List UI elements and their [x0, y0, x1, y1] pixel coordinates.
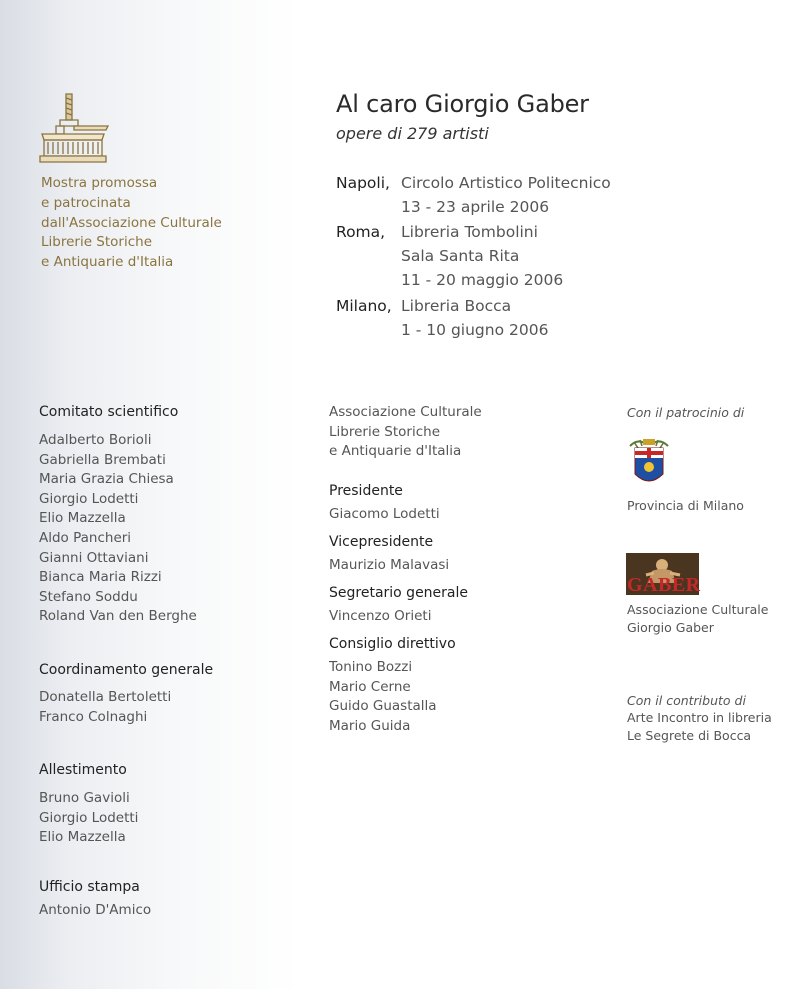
venue-detail: 13 - 23 aprile 2006 — [401, 198, 550, 216]
section-heading-allestimento: Allestimento — [39, 762, 127, 778]
list-item: Roland Van den Berghe — [39, 608, 197, 625]
list-item: Maria Grazia Chiesa — [39, 471, 174, 488]
list-item: Bianca Maria Rizzi — [39, 569, 162, 586]
association-line: Librerie Storiche — [329, 423, 441, 440]
list-item: Mario Guida — [329, 717, 411, 734]
gaber-line: Associazione Culturale — [627, 602, 769, 617]
gaber-association — [627, 601, 768, 637]
gaber-line: Giorgio Gaber — [627, 620, 714, 635]
list-item: Guido Guastalla — [329, 698, 437, 715]
promo-line: dall'Associazione Culturale — [41, 214, 222, 231]
list-item: Elio Mazzella — [39, 510, 126, 527]
venue-detail: Sala Santa Rita — [401, 247, 520, 265]
venue-city: Roma, — [336, 223, 386, 241]
page-subtitle: opere di 279 artisti — [336, 124, 489, 143]
list-item: Elio Mazzella — [39, 829, 126, 846]
contrib-label: Con il contributo di — [627, 693, 746, 708]
contrib-line: Le Segrete di Bocca — [627, 728, 752, 743]
page-title: Al caro Giorgio Gaber — [336, 90, 589, 118]
role-names — [329, 607, 431, 627]
venue-detail: Libreria Tombolini — [401, 223, 538, 241]
list-item: Aldo Pancheri — [39, 529, 132, 546]
role-heading-vicepresidente: Vicepresidente — [329, 534, 434, 550]
association-line: e Antiquarie d'Italia — [329, 443, 462, 460]
contrib-line: Arte Incontro in libreria — [627, 710, 772, 725]
list-item: Antonio D'Amico — [39, 902, 152, 918]
promo-text — [41, 174, 241, 273]
contrib-list — [627, 709, 772, 745]
venue-detail: Circolo Artistico Politecnico — [401, 174, 611, 192]
press-logo-icon — [38, 90, 110, 168]
list-item: Giacomo Lodetti — [329, 506, 440, 522]
list-item: Gabriella Brembati — [39, 451, 166, 468]
association-line: Associazione Culturale — [329, 404, 482, 420]
promo-line: Mostra promossa — [41, 175, 158, 191]
list-item: Mario Cerne — [329, 678, 411, 695]
comitato-list — [39, 431, 197, 627]
gaber-logo — [626, 553, 699, 595]
venue-detail: Libreria Bocca — [401, 297, 512, 315]
role-names — [329, 505, 440, 525]
provincia-label: Provincia di Milano — [627, 498, 744, 513]
role-heading-segretario: Segretario generale — [329, 585, 469, 601]
section-heading-ufficio-stampa: Ufficio stampa — [39, 879, 140, 895]
gaber-logo-text: GABER — [627, 574, 701, 596]
venue-detail: 1 - 10 giugno 2006 — [401, 321, 549, 339]
list-item: Bruno Gavioli — [39, 790, 130, 806]
patronage-label: Con il patrocinio di — [627, 405, 745, 420]
list-item: Franco Colnaghi — [39, 708, 148, 725]
venue-detail: 11 - 20 maggio 2006 — [401, 271, 564, 289]
list-item: Giorgio Lodetti — [39, 809, 139, 826]
venue-city: Napoli, — [336, 174, 390, 192]
role-names — [329, 658, 437, 736]
role-heading-consiglio: Consiglio direttivo — [329, 636, 456, 652]
list-item: Giorgio Lodetti — [39, 490, 139, 507]
promo-line: e patrocinata — [41, 194, 131, 211]
section-heading-coordinamento: Coordinamento generale — [39, 662, 214, 678]
promo-line: Librerie Storiche — [41, 234, 153, 251]
list-item: Donatella Bertoletti — [39, 689, 172, 705]
role-heading-presidente: Presidente — [329, 483, 403, 499]
list-item: Stefano Soddu — [39, 588, 138, 605]
role-names — [329, 556, 449, 576]
list-item: Adalberto Borioli — [39, 432, 152, 448]
provincia-crest-icon — [626, 436, 672, 490]
list-item: Vincenzo Orieti — [329, 608, 432, 624]
promo-line: e Antiquarie d'Italia — [41, 254, 174, 271]
section-heading-comitato: Comitato scientifico — [39, 404, 179, 420]
allestimento-list — [39, 789, 138, 848]
ufficio-stampa-list — [39, 901, 151, 921]
list-item: Tonino Bozzi — [329, 659, 413, 675]
association-name — [329, 403, 482, 462]
coordinamento-list — [39, 688, 171, 727]
venue-city: Milano, — [336, 297, 392, 315]
list-item: Gianni Ottaviani — [39, 549, 149, 566]
list-item: Maurizio Malavasi — [329, 557, 450, 573]
